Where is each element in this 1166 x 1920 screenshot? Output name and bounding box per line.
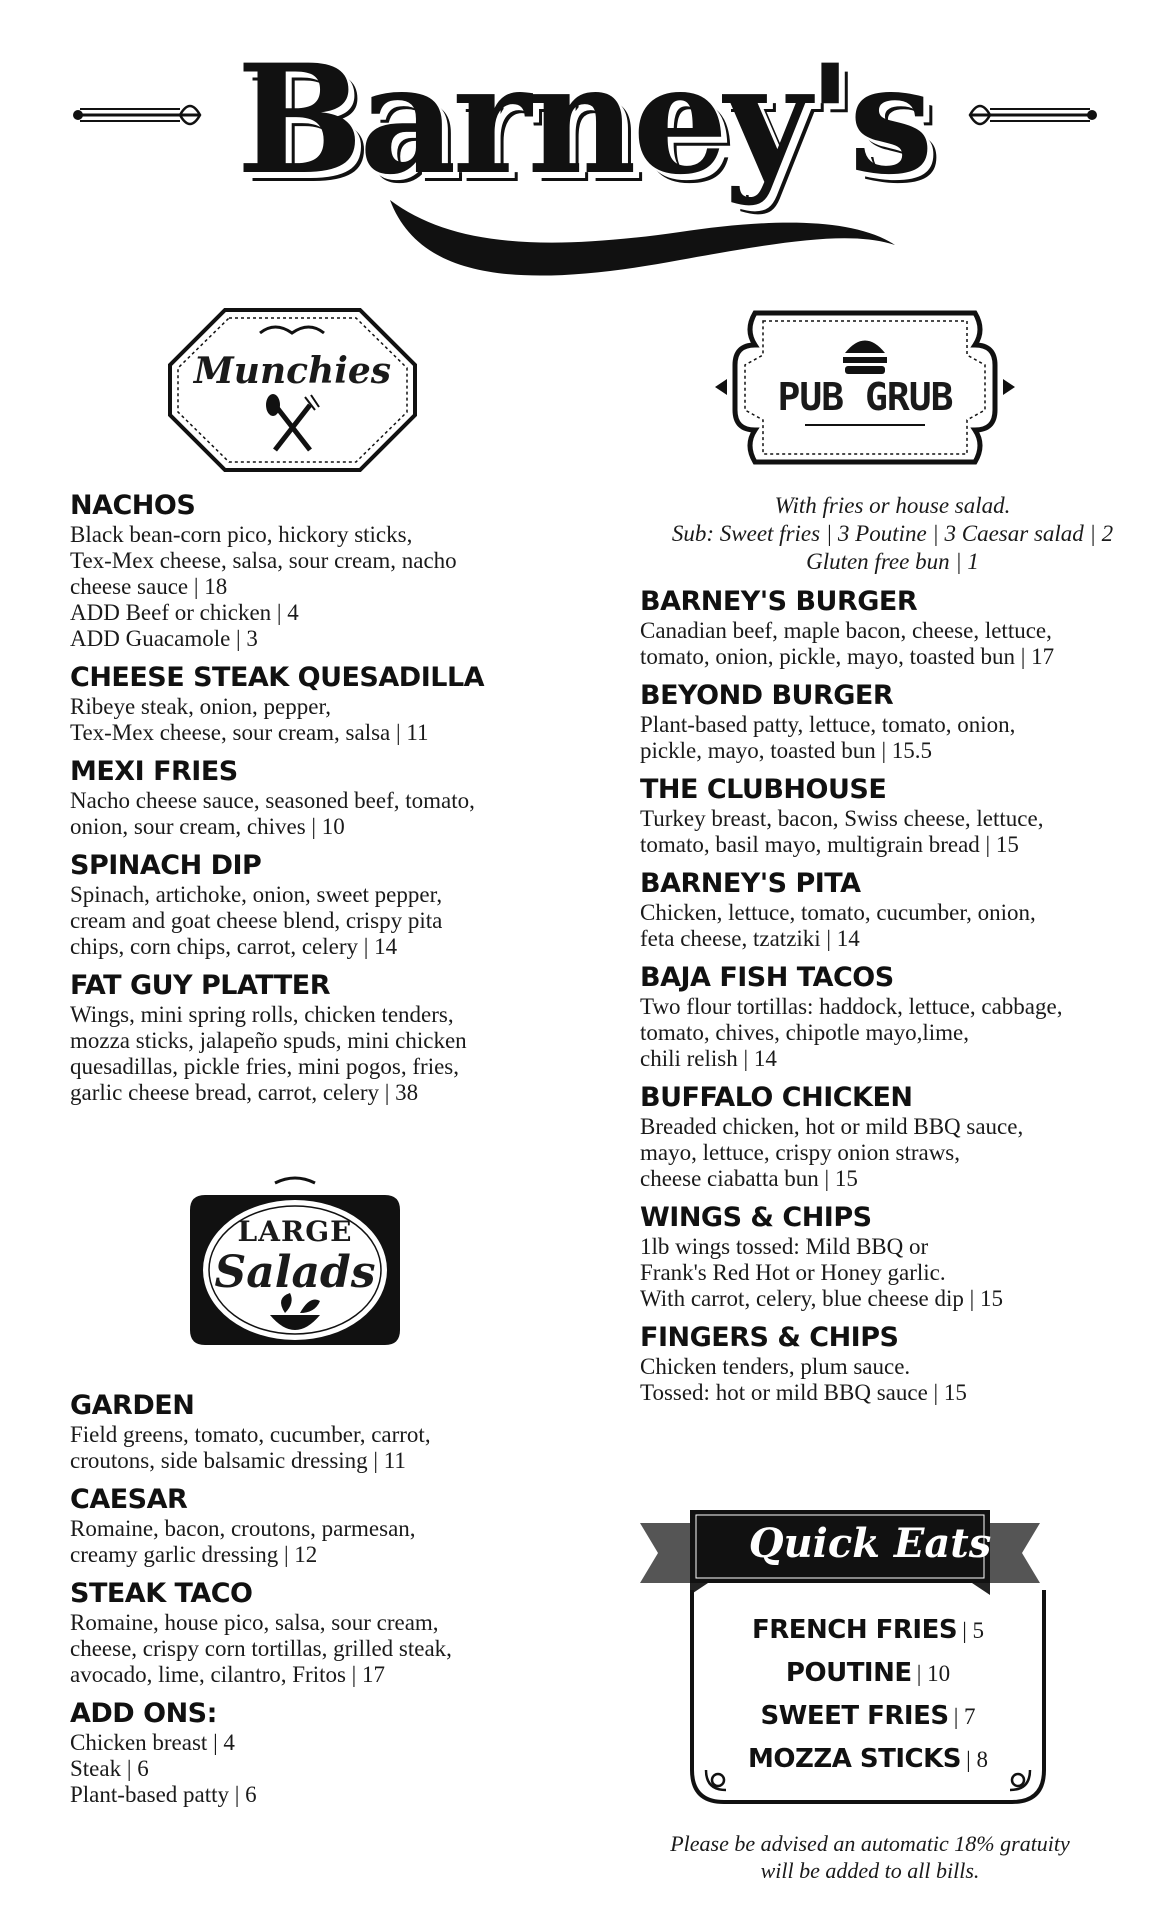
item-desc: Wings, mini spring rolls, chicken tenders, mozza sticks, jalapeño spuds, mini chicken quesadillas, pickle fries, mini pogos, fries, garlic cheese bread, carrot, celery | 38 — [70, 1002, 467, 1105]
menu-item — [640, 868, 1145, 952]
item-desc: Canadian beef, maple bacon, cheese, lettuce, tomato, onion, pickle, mayo, toasted bun | 17 — [640, 618, 1055, 669]
item-desc: Chicken, lettuce, tomato, cucumber, onion, feta cheese, tzatziki | 14 — [640, 900, 1036, 951]
menu-item — [640, 1202, 1145, 1312]
menu-item — [640, 586, 1145, 670]
item-title: STEAK TACO — [70, 1578, 253, 1609]
item-title: GARDEN — [70, 1390, 195, 1421]
quick-eats-item — [688, 1653, 1048, 1696]
quick-eats-item-name: MOZZA STICKS — [748, 1744, 961, 1774]
menu-item — [70, 850, 570, 960]
item-desc: Chicken tenders, plum sauce. Tossed: hot or mild BBQ sauce | 15 — [640, 1354, 967, 1405]
menu-item — [70, 1578, 570, 1688]
quick-eats-item — [688, 1739, 1048, 1782]
menu-item — [70, 490, 570, 652]
quick-eats-item-price: | 5 — [962, 1618, 985, 1643]
salads-list — [70, 1390, 570, 1818]
menu-item — [70, 756, 570, 840]
item-title: MEXI FRIES — [70, 756, 238, 787]
quick-eats-item-price: | 8 — [966, 1747, 988, 1772]
item-title: FAT GUY PLATTER — [70, 970, 330, 1001]
quick-eats-item — [688, 1696, 1048, 1739]
quick-eats-list — [688, 1610, 1048, 1782]
item-desc: Spinach, artichoke, onion, sweet pepper, cream and goat cheese blend, crispy pita chips, corn chips, carrot, celery | 14 — [70, 882, 443, 959]
salads-badge-top-label: LARGE — [237, 1215, 353, 1248]
item-title: ADD ONS: — [70, 1698, 217, 1729]
quick-eats-box — [688, 1590, 1048, 1810]
item-title: NACHOS — [70, 490, 196, 521]
item-desc: Chicken breast | 4 Steak | 6 Plant-based patty | 6 — [70, 1730, 257, 1807]
item-desc: Breaded chicken, hot or mild BBQ sauce, mayo, lettuce, crispy onion straws, cheese ciabatta bun | 15 — [640, 1114, 1024, 1191]
left-flourish-icon — [70, 95, 210, 135]
menu-item — [70, 1698, 570, 1808]
quick-eats-item-name: POUTINE — [785, 1658, 912, 1688]
item-desc: Romaine, bacon, croutons, parmesan, creamy garlic dressing | 12 — [70, 1516, 416, 1567]
munchies-list — [70, 490, 570, 1116]
item-desc: Ribeye steak, onion, pepper, Tex-Mex cheese, sour cream, salsa | 11 — [70, 694, 429, 745]
menu-item — [640, 1322, 1145, 1406]
menu-item — [70, 970, 570, 1106]
item-title: CHEESE STEAK QUESADILLA — [70, 662, 485, 693]
pub-grub-badge-label: PUB GRUB — [777, 375, 953, 419]
logo-title: Barney's — [236, 32, 930, 208]
quick-eats-item-name: SWEET FRIES — [760, 1701, 949, 1731]
menu-item — [70, 1484, 570, 1568]
item-desc: Plant-based patty, lettuce, tomato, onion, pickle, mayo, toasted bun | 15.5 — [640, 712, 1016, 763]
quick-eats-banner-label: Quick Eats — [748, 1520, 992, 1567]
menu-item — [640, 680, 1145, 764]
item-desc: Nacho cheese sauce, seasoned beef, tomato, onion, sour cream, chives | 10 — [70, 788, 475, 839]
pub-grub-badge — [715, 305, 1015, 470]
pub-grub-note: With fries or house salad. Sub: Sweet fries | 3 Poutine | 3 Caesar salad | 2 Gluten free bun | 1 — [671, 493, 1114, 574]
item-desc: Field greens, tomato, cucumber, carrot, croutons, side balsamic dressing | 11 — [70, 1422, 431, 1473]
menu-item — [640, 1082, 1145, 1192]
item-title: SPINACH DIP — [70, 850, 262, 881]
salads-badge-script-label: Salads — [214, 1247, 376, 1298]
item-desc: 1lb wings tossed: Mild BBQ or Frank's Red Hot or Honey garlic. With carrot, celery, blue cheese dip | 15 — [640, 1234, 1004, 1311]
quick-eats-item — [688, 1610, 1048, 1653]
gratuity-note: Please be advised an automatic 18% gratuity will be added to all bills. — [670, 1831, 1070, 1883]
item-title: BEYOND BURGER — [640, 680, 894, 711]
item-title: CAESAR — [70, 1484, 188, 1515]
munchies-badge-label: Munchies — [193, 350, 392, 392]
item-desc: Black bean-corn pico, hickory sticks, Tex-Mex cheese, salsa, sour cream, nacho cheese sauce | 18 ADD Beef or chicken | 4 ADD Guacamole | 3 — [70, 522, 457, 651]
menu-item — [70, 1390, 570, 1474]
item-title: BAJA FISH TACOS — [640, 962, 894, 993]
pub-grub-list — [640, 492, 1145, 1416]
menu-item — [640, 962, 1145, 1072]
item-title: BUFFALO CHICKEN — [640, 1082, 913, 1113]
quick-eats-item-price: | 7 — [953, 1704, 976, 1729]
quick-eats-item-price: | 10 — [916, 1661, 951, 1686]
item-title: BARNEY'S BURGER — [640, 586, 918, 617]
menu-item — [70, 662, 570, 746]
item-desc: Romaine, house pico, salsa, sour cream, cheese, crispy corn tortillas, grilled steak, avocado, lime, cilantro, Fritos | 17 — [70, 1610, 452, 1687]
salads-badge — [175, 1175, 415, 1365]
item-desc: Turkey breast, bacon, Swiss cheese, lettuce, tomato, basil mayo, multigrain bread | 15 — [640, 806, 1044, 857]
munchies-badge — [165, 305, 420, 475]
item-desc: Two flour tortillas: haddock, lettuce, cabbage, tomato, chives, chipotle mayo,lime, chili relish | 14 — [640, 994, 1063, 1071]
quick-eats-item-name: FRENCH FRIES — [751, 1615, 958, 1645]
item-title: WINGS & CHIPS — [640, 1202, 872, 1233]
logo-swoosh-graphic — [380, 190, 900, 300]
menu-item — [640, 774, 1145, 858]
item-title: FINGERS & CHIPS — [640, 1322, 899, 1353]
item-title: THE CLUBHOUSE — [640, 774, 887, 805]
item-title: BARNEY'S PITA — [640, 868, 861, 899]
right-flourish-icon — [960, 95, 1100, 135]
